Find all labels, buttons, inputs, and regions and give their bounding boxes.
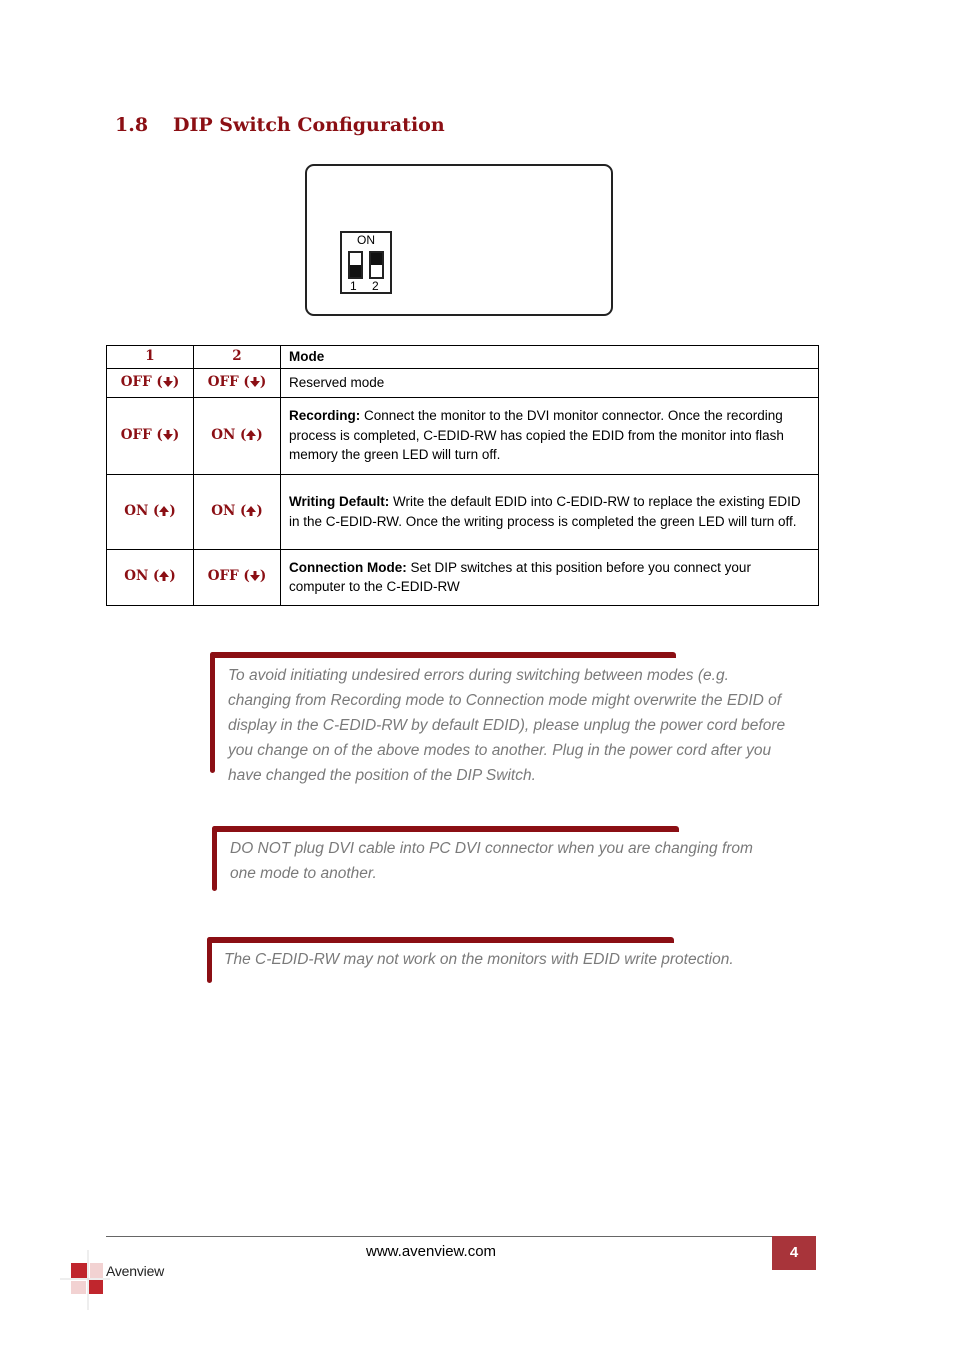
dip-mode-table [106,345,819,606]
mode-description [281,397,819,474]
table-row [107,397,819,474]
arrow-down-icon [163,430,173,440]
dip-switch-2-knob [371,253,382,265]
mode-description [281,368,819,397]
section-heading [115,114,445,136]
dip-switch-1 [348,251,363,279]
mode-text: Write the default EDID into C-EDID-RW to replace the existing EDID in the C-EDID-RW. Once the writing process is completed the green LED will turn off. [289,494,801,529]
arrow-down-icon [250,377,260,387]
footer-url[interactable]: www.avenview.com [366,1243,497,1260]
arrow-up-icon [246,506,256,516]
mode-text: Set DIP switches at this position before you connect your computer to the C-EDID-RW [289,559,751,594]
section-number: 1.8 [115,114,149,136]
dip-switch-2-label: 2 [372,279,379,293]
mode-name: Recording: [289,408,361,424]
arrow-down-icon [250,571,260,581]
note-3-text: The C-EDID-RW may not work on the monitors with EDID write protection. [224,951,734,968]
table-row [107,549,819,605]
switch-2-state: OFF ( ) [194,549,281,605]
dip-switch-1-knob [350,265,361,277]
table-row [107,368,819,397]
header-mode: Mode [281,346,819,369]
mode-name: Writing Default: [289,494,390,509]
header-switch-2: 2 [194,346,281,369]
note-1-text: To avoid initiating undesired errors during switching between modes (e.g. changing from Recording mode to Connection mode might overwrite the EDID of display in the C-EDID-RW by default EDID), please unplug the power cord before you change on of the above modes to another. Plug in the power cord after you have changed the position of the DIP Switch. [228,667,786,784]
dip-on-label: ON [357,233,375,247]
note-3-left-bar [207,937,212,983]
mode-description [281,474,819,549]
note-1-top-bar [210,652,676,658]
logo-text: Avenview [106,1263,165,1279]
table-row [107,474,819,549]
arrow-up-icon [246,430,256,440]
mode-text: Reserved mode [289,374,385,390]
header-switch-1: 1 [107,346,194,369]
switch-2-state: OFF ( ) [194,368,281,397]
switch-2-state: ON ( ) [194,474,281,549]
arrow-down-icon [163,377,173,387]
dip-switch-illustration [340,231,392,294]
dip-switch-2 [369,251,384,279]
switch-1-state: OFF ( ) [107,397,194,474]
note-2-left-bar [212,826,217,891]
table-header-row [107,346,819,369]
arrow-up-icon [159,506,169,516]
switch-1-state: ON ( ) [107,474,194,549]
arrow-up-icon [159,571,169,581]
note-2-text: DO NOT plug DVI cable into PC DVI connector when you are changing from one mode to another. [230,840,753,882]
mode-text: Connect the monitor to the DVI monitor connector. Once the recording process is completed, C-EDID-RW has copied the EDID from the monitor into flash memory the green LED will turn off. [289,408,784,463]
footer-divider [106,1236,772,1237]
dip-switch-1-label: 1 [350,279,357,293]
switch-1-state: ON ( ) [107,549,194,605]
mode-name: Connection Mode: [289,559,407,575]
switch-2-state: ON ( ) [194,397,281,474]
section-title: DIP Switch Configuration [173,114,445,136]
page-number: 4 [772,1236,816,1270]
mode-description [281,549,819,605]
note-2-top-bar [212,826,679,832]
note-1-left-bar [210,652,215,773]
avenview-logo-icon [60,1250,190,1310]
switch-1-state: OFF ( ) [107,368,194,397]
note-3-top-bar [207,937,674,943]
